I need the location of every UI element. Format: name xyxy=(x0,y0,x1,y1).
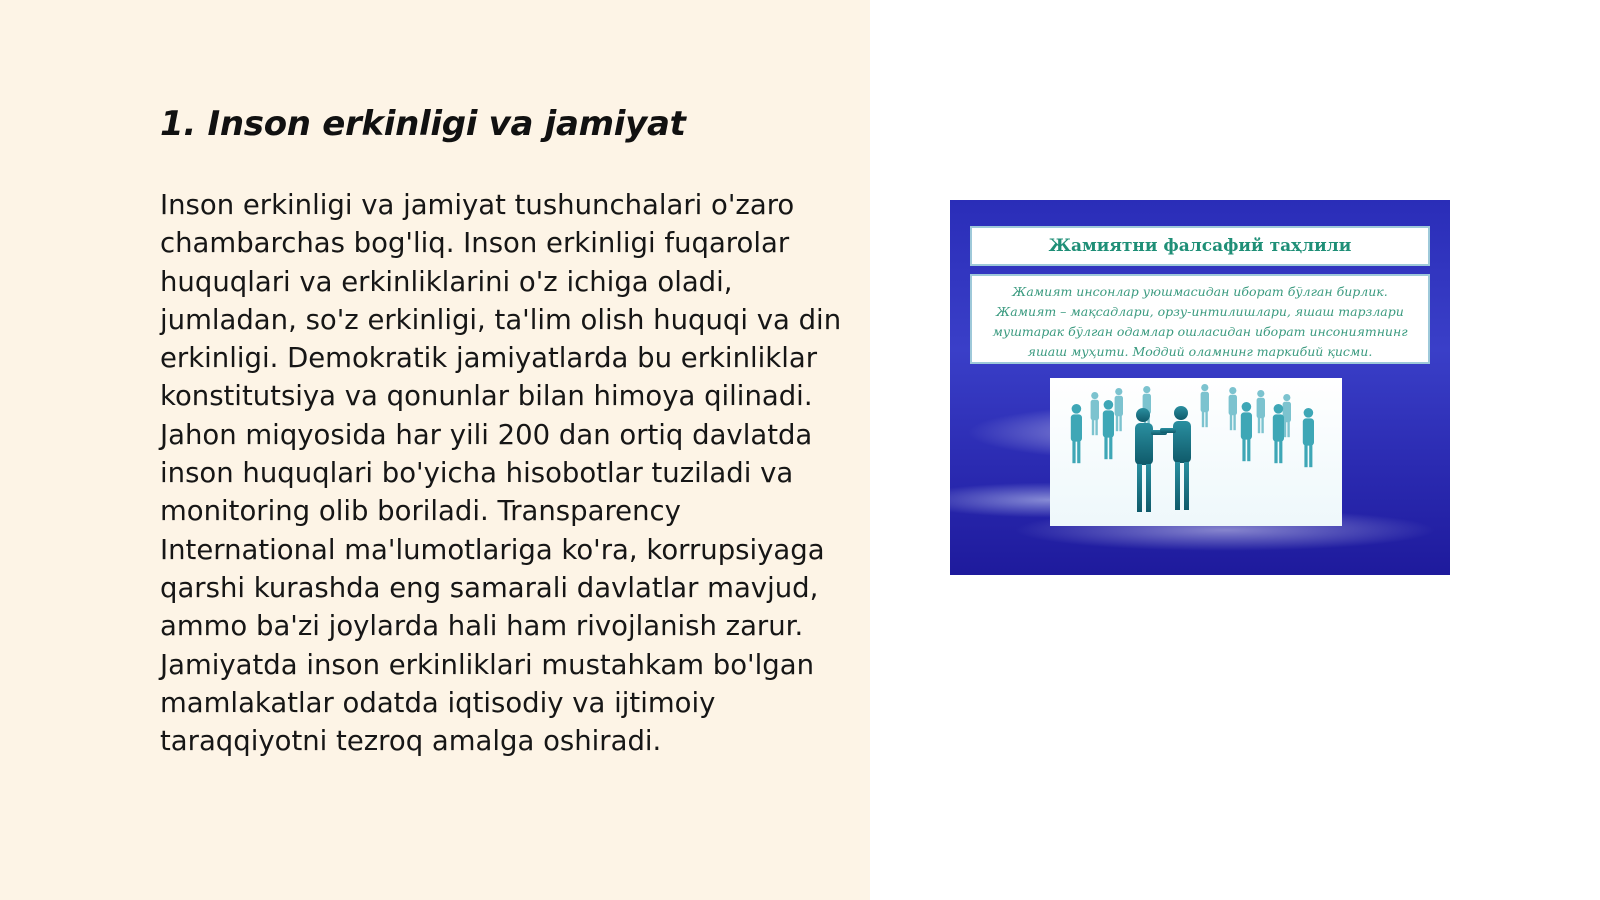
image-text: Жамият инсонлар уюшмасидан иборат бўлган бирлик. Жамият – мақсадлари, орзу-интилишлари, яшаш тарзлари муштарак бўлган одамлар ошласидан иборат инсониятнинг яшаш муҳити. Моддий оламнинг таркибий қисми. xyxy=(992,284,1408,359)
image-text-box xyxy=(970,274,1430,364)
slide-image xyxy=(950,200,1450,575)
business-people-illustration xyxy=(1050,378,1342,526)
business-people-icon xyxy=(1050,378,1342,526)
image-title: Жамиятни фалсафий таҳлили xyxy=(1048,236,1352,256)
slide-title: 1. Inson erkinligi va jamiyat xyxy=(160,104,686,144)
slide-body-text: Inson erkinligi va jamiyat tushunchalari o'zaro chambarchas bog'liq. Inson erkinligi fuqarolar huquqlari va erkinliklarini o'z ichiga oladi, jumladan, so'z erkinligi, ta'lim olish huquqi va din erkinligi. Demokratik jamiyatlarda bu erkinliklar konstitutsiya va qonunlar bilan himoya qilinadi. Jahon miqyosida har yili 200 dan ortiq davlatda inson huquqlari bo'yicha hisobotlar tuziladi va monitoring olib boriladi. Transparency International ma'lumotlariga ko'ra, korrupsiyaga qarshi kurashda eng samarali davlatlar mavjud, ammo ba'zi joylarda hali ham rivojlanish zarur. Jamiyatda inson erkinliklari mustahkam bo'lgan mamlakatlar odatda iqtisodiy va ijtimoiy taraqqiyotni tezroq amalga oshiradi. xyxy=(160,189,842,758)
image-title-box xyxy=(970,226,1430,266)
